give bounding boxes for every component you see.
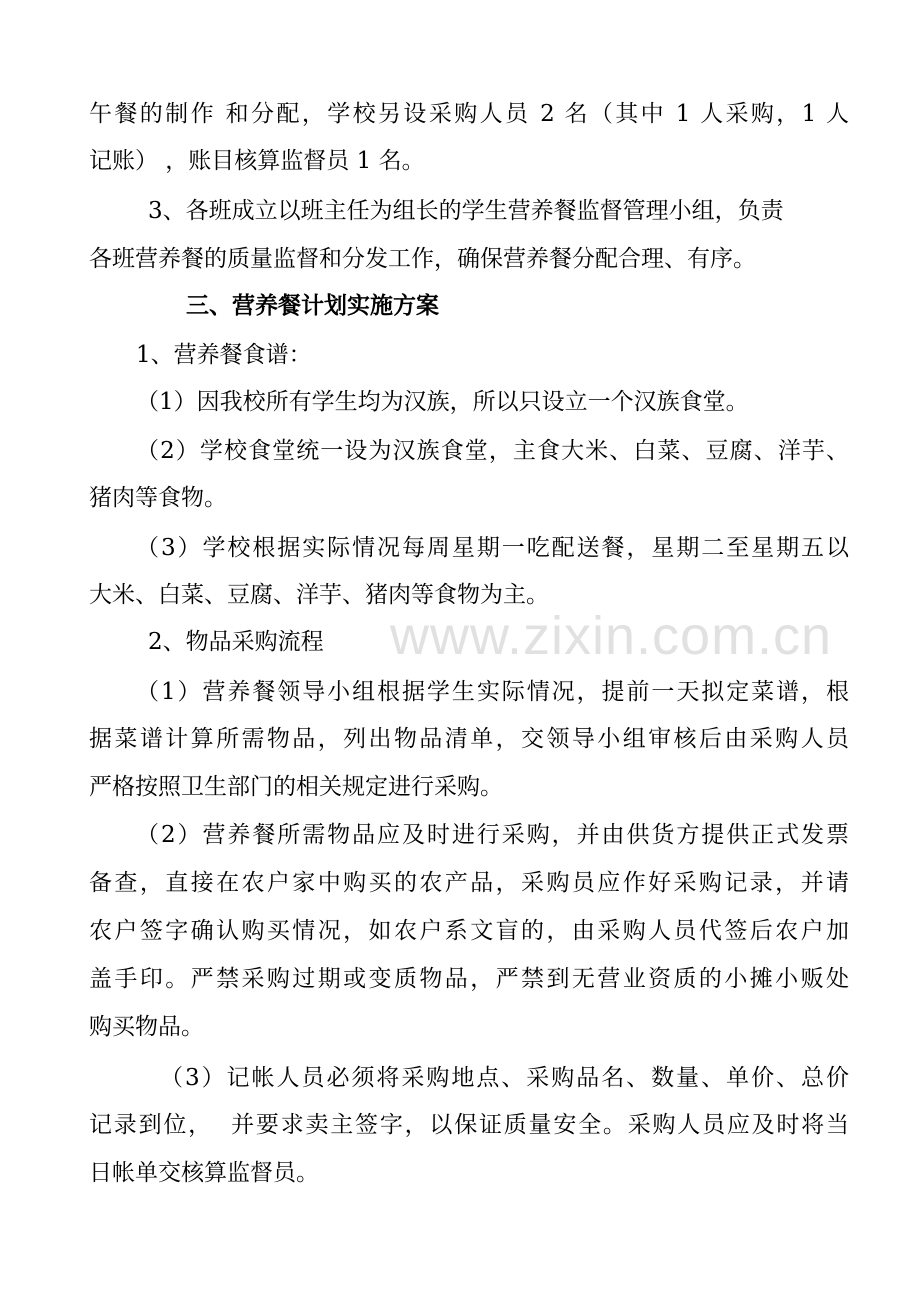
paragraph-line: 3、各班成立以班主任为组长的学生营养餐监督管理小组，负责 xyxy=(148,198,784,224)
paragraph-line: 据菜谱计算所需物品，列出物品清单，交领导小组审核后由采购人员 xyxy=(89,726,849,752)
paragraph-line: （1）营养餐领导小组根据学生实际情况，提前一天拟定菜谱，根 xyxy=(136,679,849,705)
paragraph-line: 记录到位， 并要求卖主签字，以保证质量安全。采购人员应及时将当 xyxy=(89,1112,849,1138)
paragraph-line: 猪肉等食物。 xyxy=(89,485,227,511)
paragraph-line: （1）因我校所有学生均为汉族，所以只设立一个汉族食堂。 xyxy=(136,389,749,415)
subsection-heading: 2、物品采购流程 xyxy=(148,629,324,655)
paragraph-line: 农户签字确认购买情况，如农户系文盲的，由采购人员代签后农户加 xyxy=(89,918,849,944)
paragraph-line: 午餐的制作 和分配，学校另设采购人员 2 名（其中 1 人采购，1 人 xyxy=(89,101,849,127)
paragraph-line: 盖手印。严禁采购过期或变质物品，严禁到无营业资质的小摊小贩处 xyxy=(89,966,849,992)
paragraph-line: （2）学校食堂统一设为汉族食堂，主食大米、白菜、豆腐、洋芋、 xyxy=(136,438,849,464)
paragraph-line: 购买物品。 xyxy=(89,1014,204,1040)
paragraph-line: （3）记帐人员必须将采购地点、采购品名、数量、单价、总价 xyxy=(160,1065,849,1091)
watermark: www.zixin.com.cn xyxy=(390,606,833,666)
paragraph-line: 大米、白菜、豆腐、洋芋、猪肉等食物为主。 xyxy=(89,582,549,608)
subsection-heading: 1、营养餐食谱： xyxy=(136,342,312,368)
paragraph-line: 严格按照卫生部门的相关规定进行采购。 xyxy=(89,774,503,800)
paragraph-line: （2）营养餐所需物品应及时进行采购，并由供货方提供正式发票 xyxy=(136,822,849,848)
paragraph-line: 日帐单交核算监督员。 xyxy=(89,1160,319,1186)
section-heading: 三、营养餐计划实施方案 xyxy=(186,293,439,319)
paragraph-line: 备查，直接在农户家中购买的农产品，采购员应作好采购记录，并请 xyxy=(89,870,849,896)
paragraph-line: （3）学校根据实际情况每周星期一吃配送餐，星期二至星期五以 xyxy=(136,535,849,561)
paragraph-line: 记账） ，账目核算监督员 1 名。 xyxy=(89,148,425,174)
paragraph-line: 各班营养餐的质量监督和分发工作，确保营养餐分配合理、有序。 xyxy=(89,246,756,272)
